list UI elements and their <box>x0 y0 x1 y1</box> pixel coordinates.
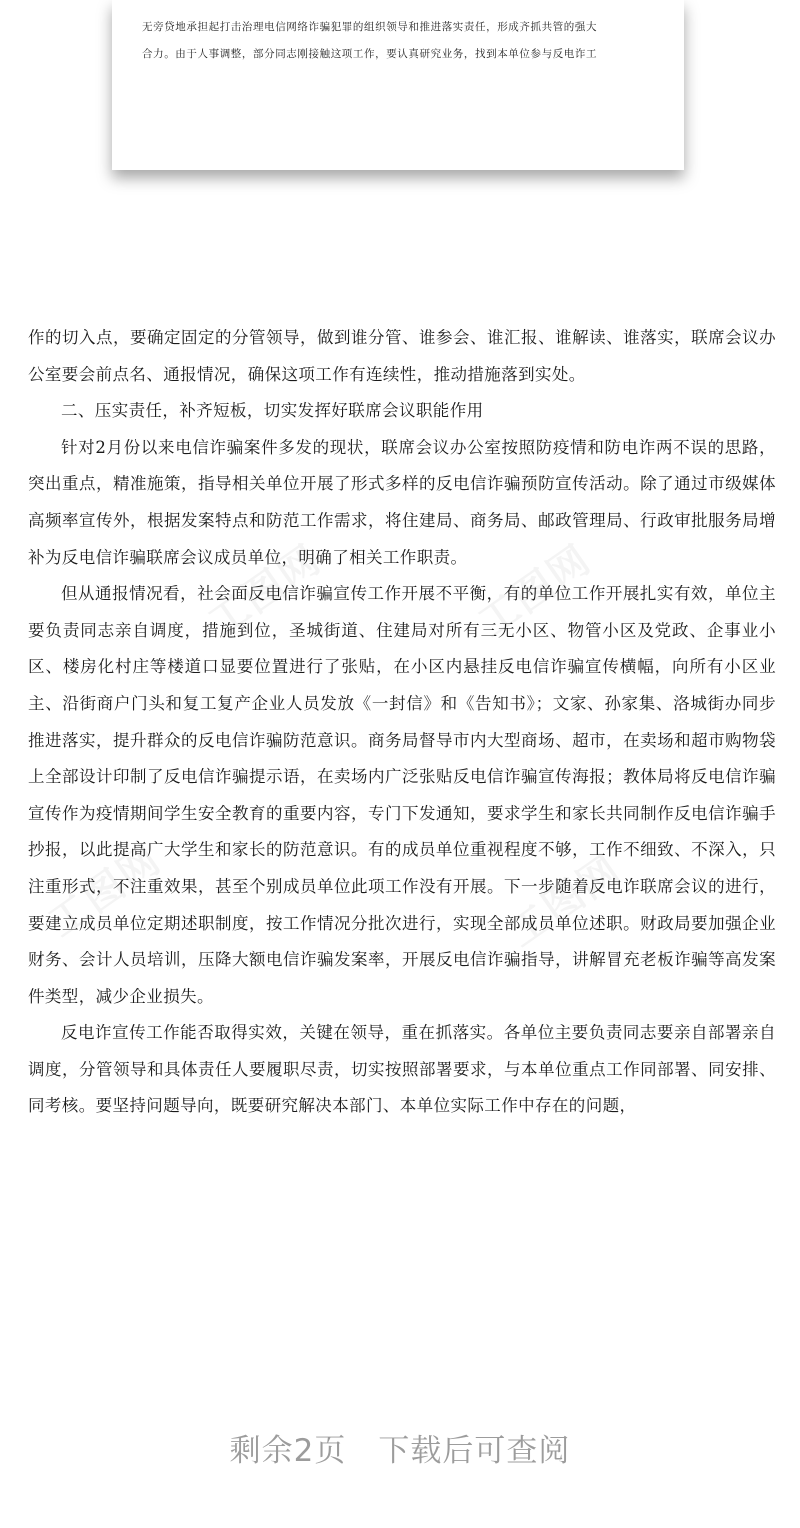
remaining-pages-count: 剩余2页 <box>229 1433 347 1469</box>
paragraph: 但从通报情况看，社会面反电信诈骗宣传工作开展不平衡，有的单位工作开展扎实有效，单位主要负责同志亲自调度，措施到位，圣城街道、住建局对所有三无小区、物管小区及党政、企事业小区、楼房化村庄等楼道口显要位置进行了张贴，在小区内悬挂反电信诈骗宣传横幅，向所有小区业主、沿街商户门头和复工复产企业人员发放《一封信》和《告知书》；文家、孙家集、洛城街办同步推进落实，提升群众的反电信诈骗防范意识。商务局督导市内大型商场、超市，在卖场和超市购物袋上全部设计印制了反电信诈骗提示语，在卖场内广泛张贴反电信诈骗宣传海报；教体局将反电信诈骗宣传作为疫情期间学生安全教育的重要内容，专门下发通知，要求学生和家长共同制作反电信诈骗手抄报，以此提高广大学生和家长的防范意识。有的成员单位重视程度不够，工作不细致、不深入，只注重形式，不注重效果，甚至个别成员单位此项工作没有开展。下一步随着反电诈联席会议的进行，要建立成员单位定期述职制度，按工作情况分批次进行，实现全部成员单位述职。财政局要加强企业财务、会计人员培训，压降大额电信诈骗发案率，开展反电信诈骗指导，讲解冒充老板诈骗等高发案件类型，减少企业损失。 <box>28 584 776 1006</box>
section-heading: 二、压实责任，补齐短板，切实发挥好联席会议职能作用 <box>61 401 484 421</box>
document-body <box>28 320 776 1125</box>
preview-line: 合力。由于人事调整，部分同志刚接触这项工作，要认真研究业务，找到本单位参与反电诈工 <box>142 48 598 60</box>
preview-line: 无旁贷地承担起打击治理电信网络诈骗犯罪的组织领导和推进落实责任，形成齐抓共管的强大 <box>142 21 598 33</box>
download-hint: 下载后可查阅 <box>378 1433 571 1469</box>
paragraph: 针对2月份以来电信诈骗案件多发的现状，联席会议办公室按照防疫情和防电诈两不误的思路，突出重点，精准施策，指导相关单位开展了形式多样的反电信诈骗预防宣传活动。除了通过市级媒体高频率宣传外，根据发案特点和防范工作需求，将住建局、商务局、邮政管理局、行政审批服务局增补为反电信诈骗联席会议成员单位，明确了相关工作职责。 <box>28 437 776 567</box>
paragraph: 反电诈宣传工作能否取得实效，关键在领导，重在抓落实。各单位主要负责同志要亲自部署亲自调度，分管领导和具体责任人要履职尽责，切实按照部署要求，与本单位重点工作同部署、同安排、同考核。要坚持问题导向，既要研究解决本部门、本单位实际工作中存在的问题， <box>28 1023 776 1116</box>
page-preview-card <box>112 0 684 170</box>
remaining-pages-notice[interactable] <box>0 1425 800 1470</box>
paragraph: 作的切入点，要确定固定的分管领导，做到谁分管、谁参会、谁汇报、谁解读、谁落实，联席会议办公室要会前点名、通报情况，确保这项工作有连续性，推动措施落到实处。 <box>28 328 776 384</box>
